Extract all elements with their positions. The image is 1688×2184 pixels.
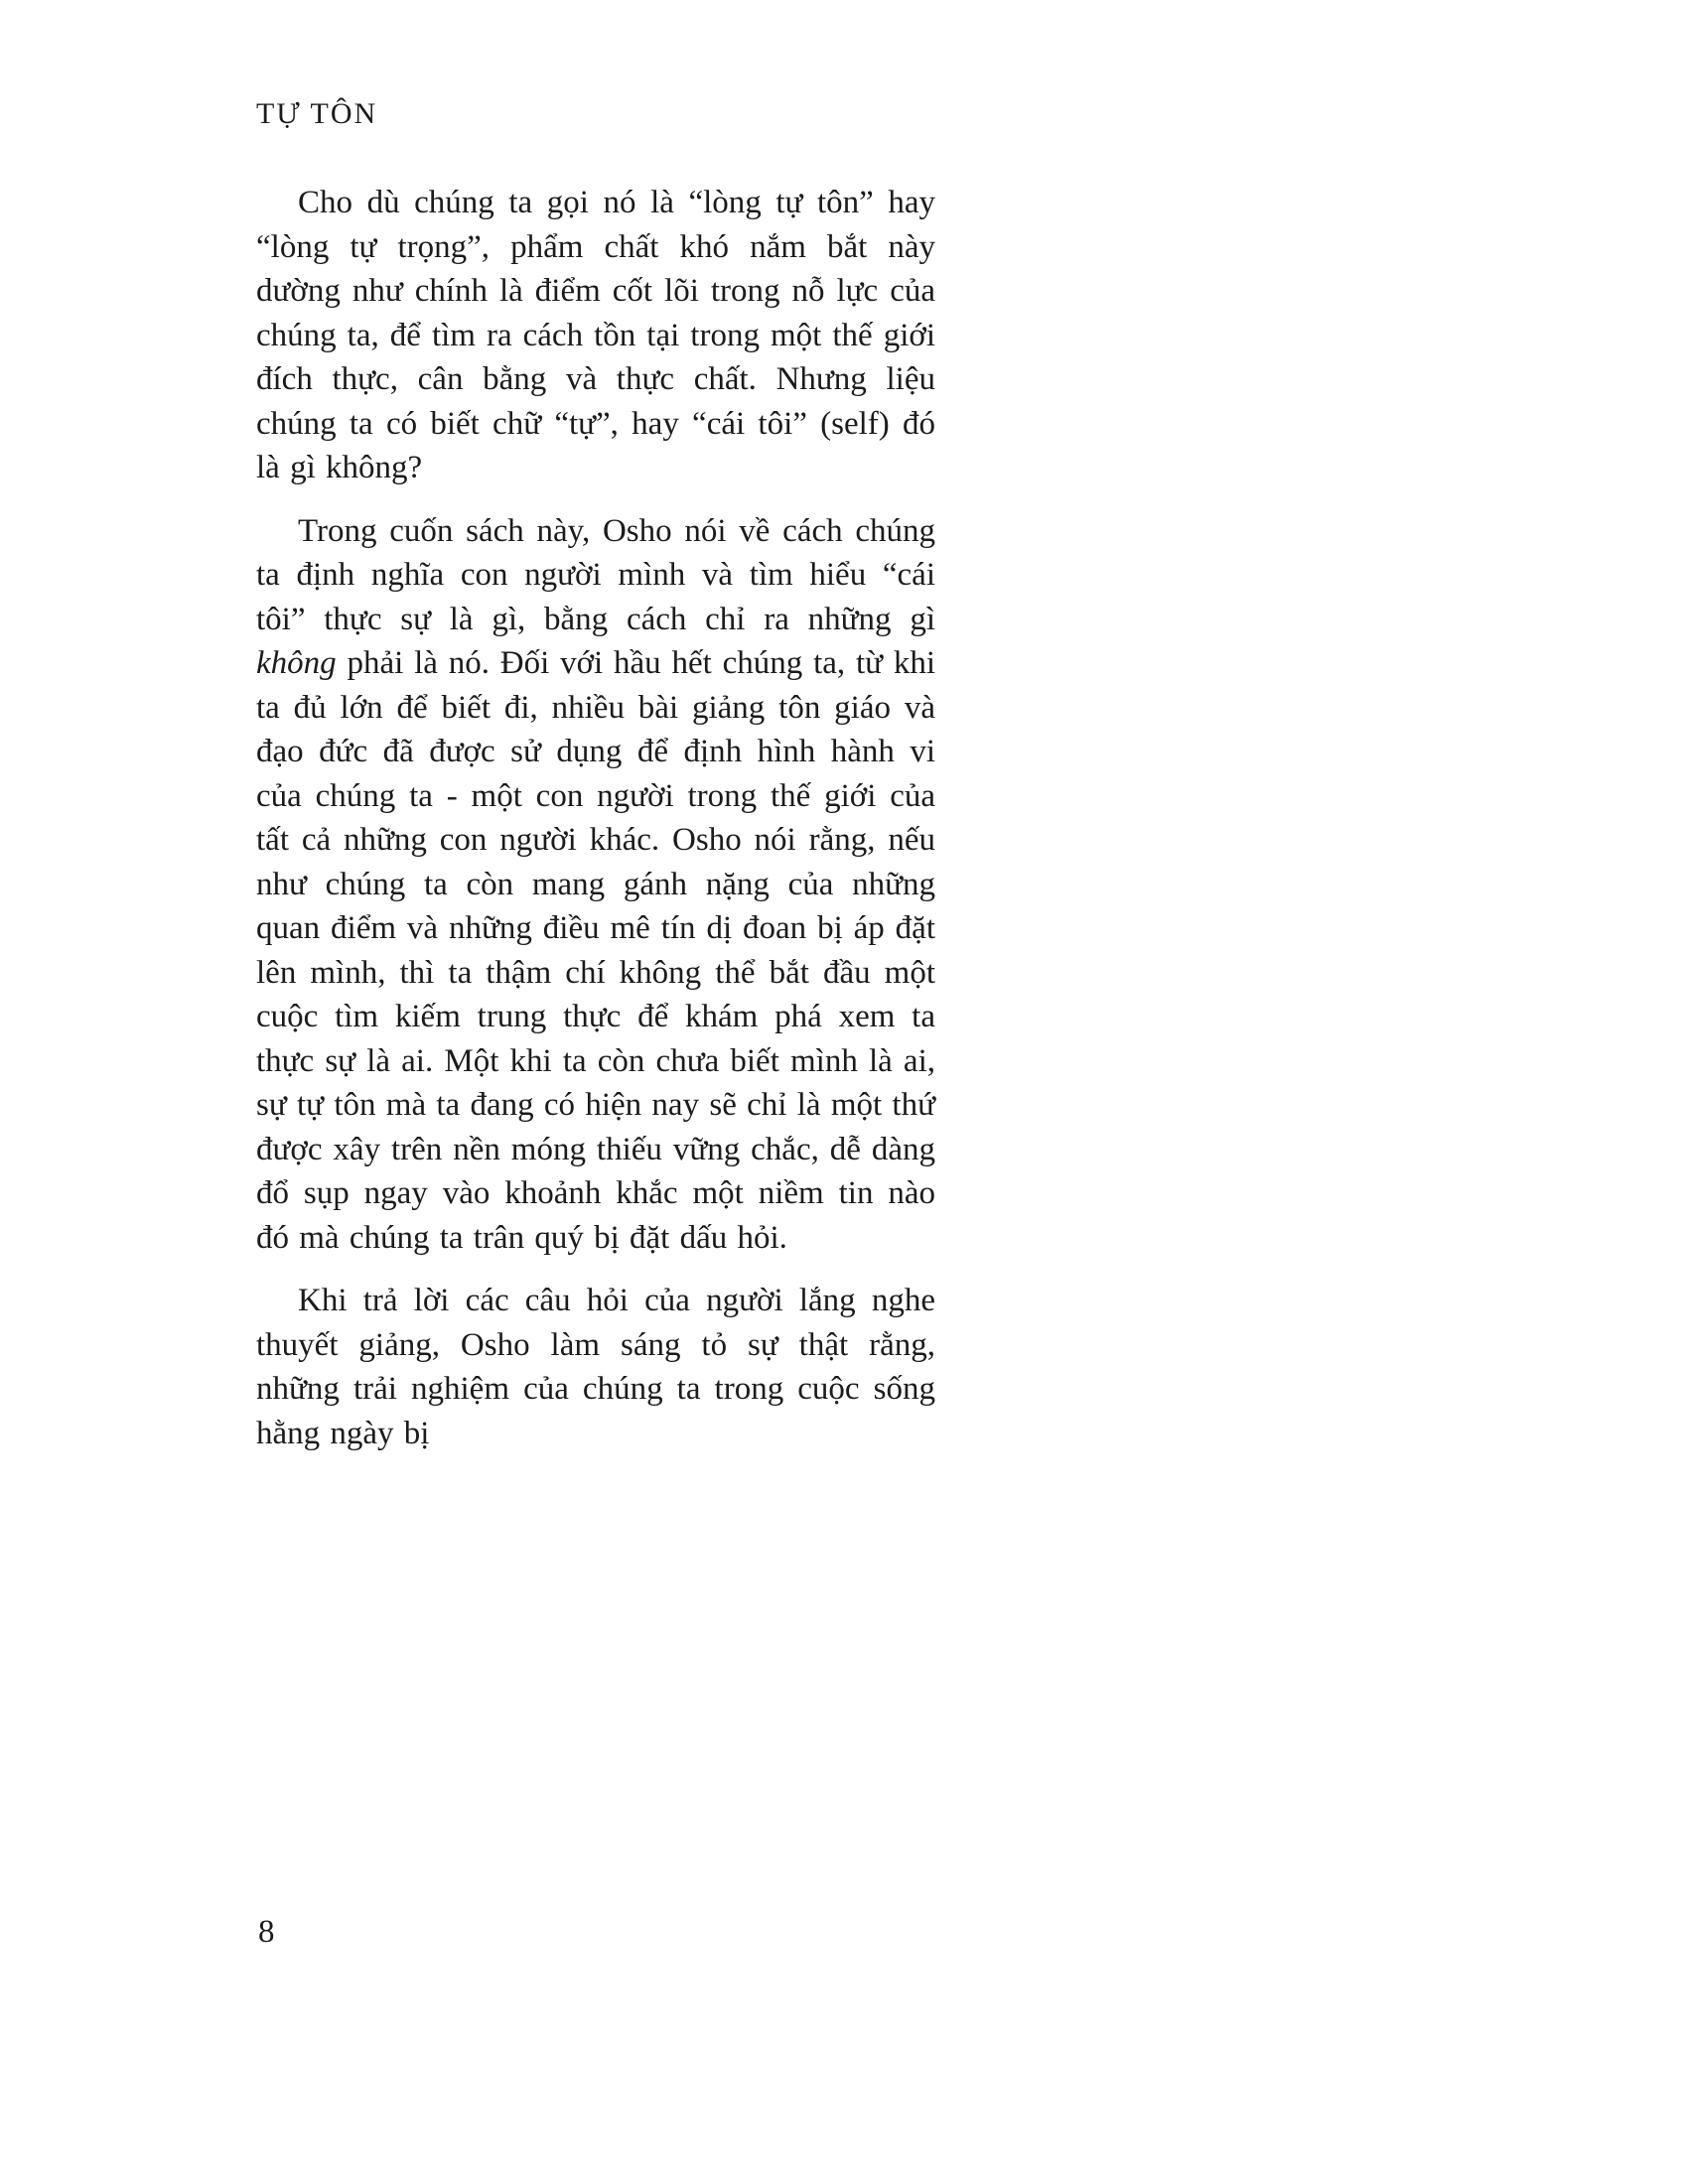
paragraph-3: Khi trả lời các câu hỏi của người lắng nghe thuyết giảng, Osho làm sáng tỏ sự thật rằng, những trải nghiệm của chúng ta trong cuộc sống hằng ngày bị <box>256 1283 935 1451</box>
text-block <box>256 97 935 1474</box>
paragraph-1: Cho dù chúng ta gọi nó là “lòng tự tôn” hay “lòng tự trọng”, phẩm chất khó nắm bắt này dường như chính là điểm cốt lõi trong nỗ lực của chúng ta, để tìm ra cách tồn tại trong một thế giới đích thực, cân bằng và thực chất. Nhưng liệu chúng ta có biết chữ “tự”, hay “cái tôi” (self) đó là gì không? <box>256 185 935 485</box>
paragraph-2-text-continued: phải là nó. Đối với hầu hết chúng ta, từ khi ta đủ lớn để biết đi, nhiều bài giảng tôn giáo và đạo đức đã được sử dụng để định hình hành vi của chúng ta - một con người trong thế giới của tất cả những con người khác. Osho nói rằng, nếu như chúng ta còn mang gánh nặng của những quan điểm và những điều mê tín dị đoan bị áp đặt lên mình, thì ta thậm chí không thể bắt đầu một cuộc tìm kiếm trung thực để khám phá xem ta thực sự là ai. Một khi ta còn chưa biết mình là ai, sự tự tôn mà ta đang có hiện nay sẽ chỉ là một thứ được xây trên nền móng thiếu vững chắc, dễ dàng đổ sụp ngay vào khoảnh khắc một niềm tin nào đó mà chúng ta trân quý bị đặt dấu hỏi. <box>256 645 935 1256</box>
running-header: TỰ TÔN <box>256 97 378 130</box>
page-number: 8 <box>258 1914 275 1950</box>
paragraph-2 <box>256 509 935 1261</box>
paragraph-2-text: Trong cuốn sách này, Osho nói về cách chúng ta định nghĩa con người mình và tìm hiểu “cái tôi” thực sự là gì, bằng cách chỉ ra những gì <box>256 512 935 637</box>
paragraph-2-italic-word: không <box>256 645 337 681</box>
